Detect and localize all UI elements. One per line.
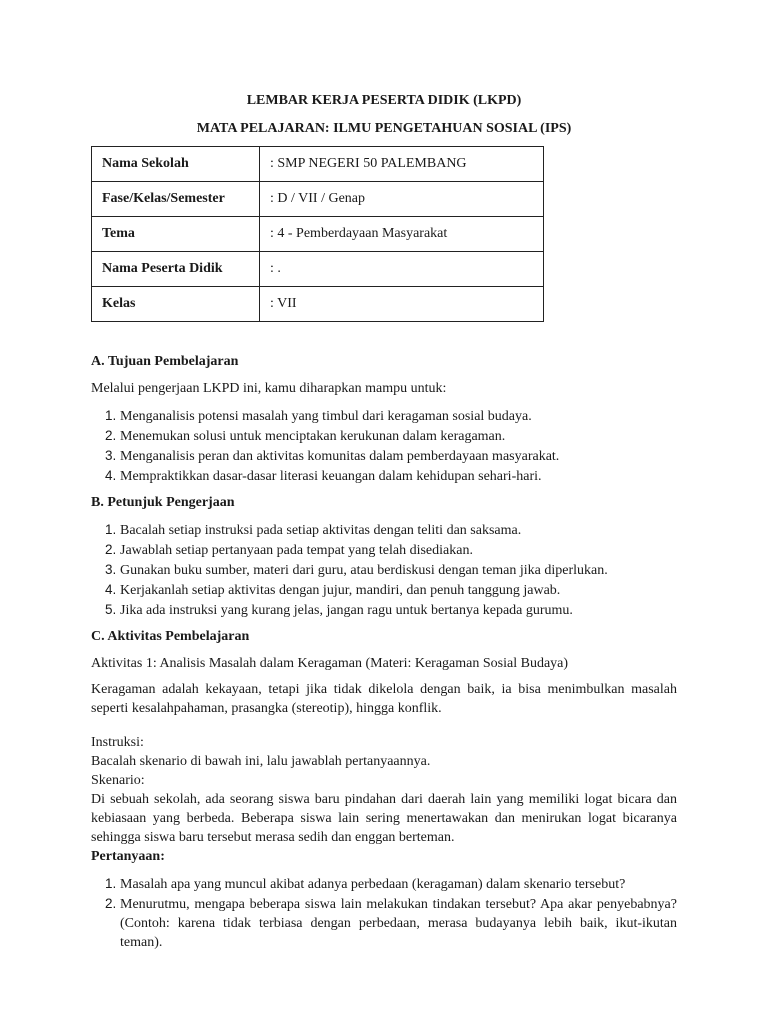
section-heading: C. Aktivitas Pembelajaran	[91, 629, 250, 644]
section-intro: Melalui pengerjaan LKPD ini, kamu diharapkan mampu untuk:	[91, 381, 447, 396]
table-label: Fase/Kelas/Semester	[92, 182, 260, 217]
section-heading: B. Petunjuk Pengerjaan	[91, 495, 235, 510]
table-label: Nama Sekolah	[92, 147, 260, 182]
questions-label: Pertanyaan:	[91, 849, 165, 864]
table-label: Tema	[92, 217, 260, 252]
table-value: : D / VII / Genap	[260, 182, 544, 217]
table-row	[92, 217, 544, 252]
table-row	[92, 252, 544, 287]
table-value: : .	[260, 252, 544, 287]
table-row	[92, 182, 544, 217]
table-value: : 4 - Pemberdayaan Masyarakat	[260, 217, 544, 252]
section-heading: A. Tujuan Pembelajaran	[91, 354, 239, 369]
list-item: 1. Bacalah setiap instruksi pada setiap aktivitas dengan teliti dan saksama.	[120, 520, 677, 540]
list-item: 2. Menemukan solusi untuk menciptakan kerukunan dalam keragaman.	[120, 426, 677, 446]
table-value: : VII	[260, 287, 544, 322]
list-item: 5. Jika ada instruksi yang kurang jelas, jangan ragu untuk bertanya kepada gurumu.	[120, 600, 677, 620]
table-label: Nama Peserta Didik	[92, 252, 260, 287]
activity-title: Aktivitas 1: Analisis Masalah dalam Keragaman (Materi: Keragaman Sosial Budaya)	[91, 656, 569, 671]
scenario-label: Skenario:	[91, 773, 145, 788]
identity-table	[91, 146, 544, 322]
list-item: 3. Gunakan buku sumber, materi dari guru, atau berdiskusi dengan teman jika diperlukan.	[120, 560, 677, 580]
table-label: Kelas	[92, 287, 260, 322]
subject-title: MATA PELAJARAN: ILMU PENGETAHUAN SOSIAL (IPS)	[196, 121, 572, 136]
instructions-list	[91, 520, 677, 620]
table-row	[92, 287, 544, 322]
scenario-text: Di sebuah sekolah, ada seorang siswa baru pindahan dari daerah lain yang memiliki logat bicara dan kebiasaan yang berbeda. Beberapa siswa lain sering menertawakan dan menirukan logat bicaranya sehingga siswa baru tersebut merasa sedih dan enggan berteman.	[91, 792, 677, 845]
objectives-list	[91, 406, 677, 486]
list-item: 2. Jawablah setiap pertanyaan pada tempat yang telah disediakan.	[120, 540, 677, 560]
list-item: 1. Menganalisis potensi masalah yang timbul dari keragaman sosial budaya.	[120, 406, 677, 426]
list-item: 2. Menurutmu, mengapa beberapa siswa lain melakukan tindakan tersebut? Apa akar penyebabnya? (Contoh: karena tidak terbiasa dengan perbedaan, merasa budayanya lebih baik, ikut-ikutan teman).	[120, 894, 677, 952]
questions-list	[91, 874, 677, 952]
document-body	[91, 352, 677, 952]
list-item: 1. Masalah apa yang muncul akibat adanya perbedaan (keragaman) dalam skenario tersebut?	[120, 874, 677, 894]
table-row	[92, 147, 544, 182]
table-value: : SMP NEGERI 50 PALEMBANG	[260, 147, 544, 182]
document-title: LEMBAR KERJA PESERTA DIDIK (LKPD)	[246, 93, 522, 108]
list-item: 3. Menganalisis peran dan aktivitas komunitas dalam pemberdayaan masyarakat.	[120, 446, 677, 466]
list-item: 4. Kerjakanlah setiap aktivitas dengan jujur, mandiri, dan penuh tanggung jawab.	[120, 580, 677, 600]
list-item: 4. Mempraktikkan dasar-dasar literasi keuangan dalam kehidupan sehari-hari.	[120, 466, 677, 486]
activity-intro: Keragaman adalah kekayaan, tetapi jika tidak dikelola dengan baik, ia bisa menimbulkan masalah seperti kesalahpahaman, prasangka (stereotip), hingga konflik.	[91, 682, 677, 716]
instruction-label: Instruksi:	[91, 735, 144, 750]
instruction-text: Bacalah skenario di bawah ini, lalu jawablah pertanyaannya.	[91, 754, 431, 769]
